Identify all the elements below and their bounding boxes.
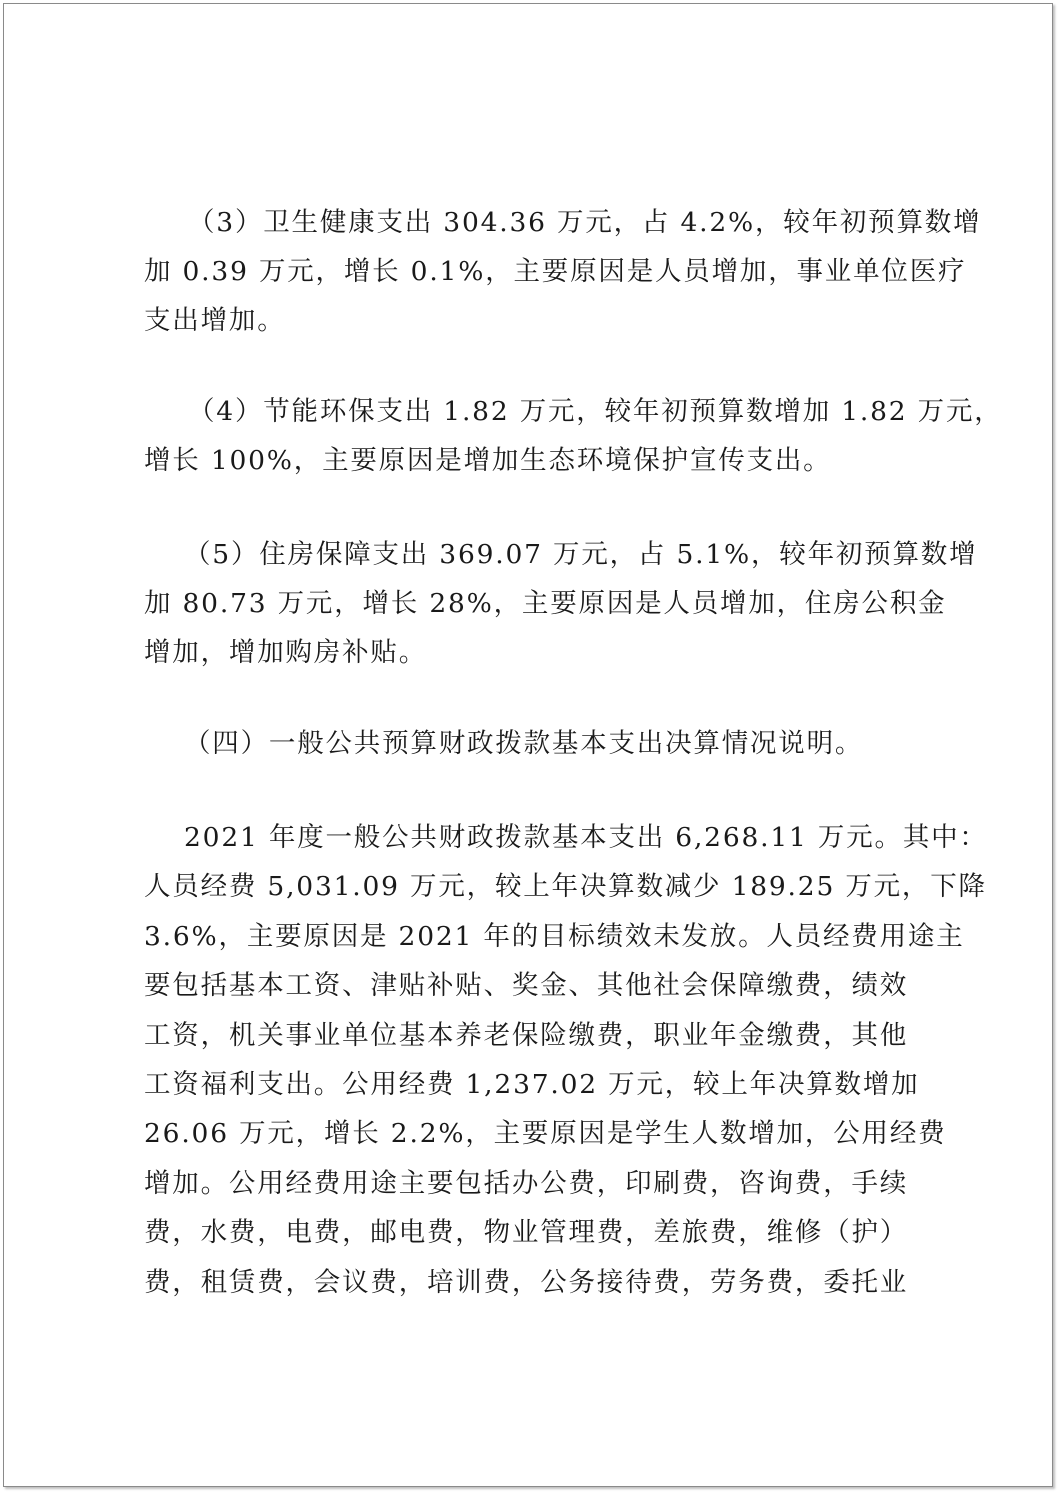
text-line: （5）住房保障支出 369.07 万元，占 5.1%，较年初预算数增 xyxy=(184,539,978,570)
paragraph-gap xyxy=(144,768,944,813)
text-line: （4）节能环保支出 1.82 万元，较年初预算数增加 1.82 万元， xyxy=(188,396,1003,427)
paragraph-gap xyxy=(144,345,944,387)
text-line: 增加。公用经费用途主要包括办公费，印刷费，咨询费，手续 xyxy=(144,1167,909,1199)
paragraph-housing-expenditure xyxy=(144,530,978,677)
text-line: 工资福利支出。公用经费 1,237.02 万元，较上年决算数增加 xyxy=(144,1068,920,1100)
section-heading-text: （四）一般公共预算财政拨款基本支出决算情况说明。 xyxy=(184,728,864,759)
text-line: 增加，增加购房补贴。 xyxy=(144,637,427,668)
paragraph-health-expenditure xyxy=(144,198,982,345)
text-line: 人员经费 5,031.09 万元，较上年决算数减少 189.25 万元，下降 xyxy=(144,871,987,903)
text-line: 加 80.73 万元，增长 28%，主要原因是人员增加，住房公积金 xyxy=(144,588,947,619)
paragraph-gap xyxy=(144,677,944,719)
document-page xyxy=(3,3,1053,1487)
document-body xyxy=(144,198,1003,1307)
paragraph-basic-expenditure xyxy=(144,813,988,1307)
text-line: 要包括基本工资、津贴补贴、奖金、其他社会保障缴费，绩效 xyxy=(144,970,909,1002)
paragraph-gap xyxy=(144,485,944,530)
text-line: 26.06 万元，增长 2.2%，主要原因是学生人数增加，公用经费 xyxy=(144,1118,947,1150)
text-line: 费，租赁费，会议费，培训费，公务接待费，劳务费，委托业 xyxy=(144,1266,909,1298)
text-line: 费，水费，电费，邮电费，物业管理费，差旅费，维修（护） xyxy=(144,1217,909,1249)
text-line: 2021 年度一般公共财政拨款基本支出 6,268.11 万元。其中： xyxy=(184,822,988,853)
text-line: 增长 100%，主要原因是增加生态环境保护宣传支出。 xyxy=(144,445,832,476)
text-line: 支出增加。 xyxy=(144,305,286,336)
text-line: 3.6%，主要原因是 2021 年的目标绩效未发放。人员经费用途主 xyxy=(144,920,965,952)
text-line: （3）卫生健康支出 304.36 万元，占 4.2%，较年初预算数增 xyxy=(188,207,982,238)
paragraph-energy-expenditure xyxy=(144,387,1003,485)
text-line: 工资，机关事业单位基本养老保险缴费，职业年金缴费，其他 xyxy=(144,1019,909,1051)
text-line: 加 0.39 万元，增长 0.1%，主要原因是人员增加，事业单位医疗 xyxy=(144,256,967,287)
section-heading-four xyxy=(144,719,944,768)
